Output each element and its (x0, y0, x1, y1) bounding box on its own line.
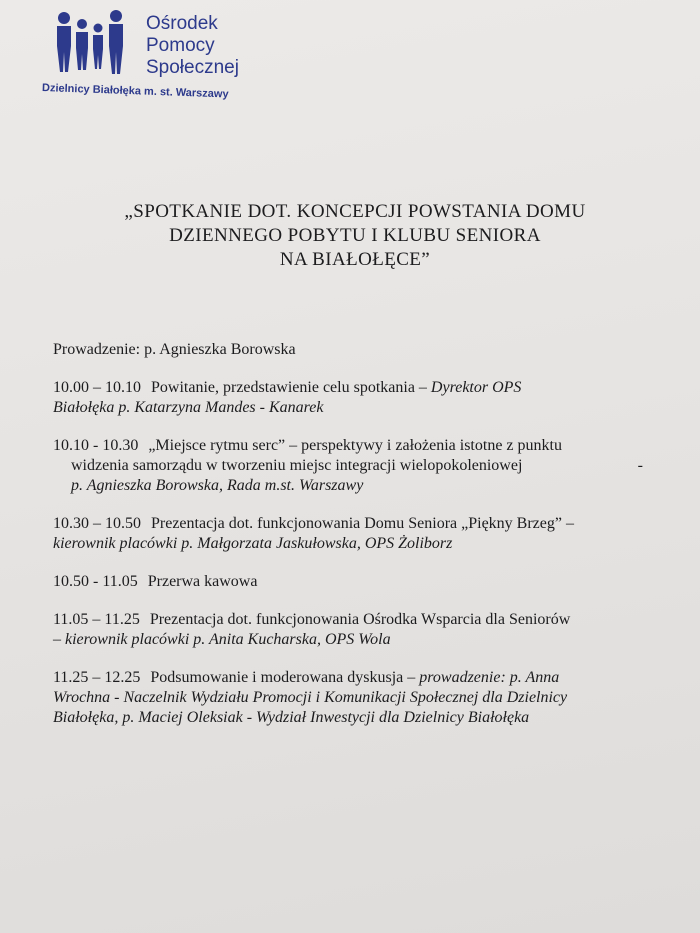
agenda-text: Przerwa kawowa (147, 573, 258, 590)
agenda-speaker: Dyrektor OPS (430, 379, 522, 396)
agenda-speaker: Białołęka, p. Maciej Oleksiak - Wydział Inwestycji dla Dzielnicy Białołęka (53, 709, 530, 726)
agenda-body (53, 340, 653, 746)
agenda-time: 10.00 – 10.10 (53, 379, 141, 396)
agenda-text: „Miejsce rytmu serc” – perspektywy i założenia istotne z punktu (148, 437, 562, 454)
agenda-time: 11.05 – 11.25 (53, 611, 140, 628)
document-title (70, 200, 640, 272)
family-figures-icon (54, 4, 132, 82)
agenda-dash: - (637, 457, 643, 474)
ops-logo (40, 4, 270, 114)
title-line-3: NA BIAŁOŁĘCE” (279, 249, 431, 270)
agenda-item (53, 514, 653, 554)
agenda-item (53, 572, 653, 592)
agenda-item (53, 378, 653, 418)
logo-text-line-1: Ośrodek (146, 13, 218, 34)
agenda-item (53, 436, 653, 496)
agenda-text: widzenia samorządu w tworzeniu miejsc integracji wielopokoleniowej (71, 457, 523, 474)
agenda-speaker: – kierownik placówki p. Anita Kucharska, OPS Wola (53, 631, 391, 648)
agenda-time: 10.10 - 10.30 (53, 437, 139, 454)
agenda-speaker: kierownik placówki p. Małgorzata Jaskułowska, OPS Żoliborz (53, 535, 453, 552)
agenda-speaker: p. Agnieszka Borowska, Rada m.st. Warszawy (71, 477, 364, 494)
agenda-item (53, 610, 653, 650)
agenda-text: Prezentacja dot. funkcjonowania Ośrodka Wsparcia dla Seniorów (149, 611, 571, 628)
host-line: Prowadzenie: p. Agnieszka Borowska (53, 341, 296, 358)
agenda-text: Podsumowanie i moderowana dyskusja – (150, 669, 420, 686)
agenda-text: Powitanie, przedstawienie celu spotkania – (151, 379, 431, 396)
title-line-2: DZIENNEGO POBYTU I KLUBU SENIORA (169, 225, 541, 246)
title-line-1: „SPOTKANIE DOT. KONCEPCJI POWSTANIA DOMU (124, 201, 586, 222)
logo-text-line-3: Społecznej (146, 57, 239, 78)
agenda-speaker: Wrochna - Naczelnik Wydziału Promocji i Komunikacji Społecznej dla Dzielnicy (53, 689, 568, 706)
agenda-time: 10.30 – 10.50 (53, 515, 141, 532)
agenda-item (53, 668, 653, 728)
logo-text-line-2: Pomocy (146, 35, 215, 56)
agenda-time: 11.25 – 12.25 (53, 669, 141, 686)
logo-subtitle: Dzielnicy Białołęka m. st. Warszawy (41, 82, 229, 101)
agenda-speaker: prowadzenie: p. Anna (419, 669, 560, 686)
agenda-speaker: Białołęka p. Katarzyna Mandes - Kanarek (53, 399, 324, 416)
agenda-text: Prezentacja dot. funkcjonowania Domu Seniora „Piękny Brzeg” – (151, 515, 574, 532)
agenda-time: 10.50 - 11.05 (53, 573, 138, 590)
